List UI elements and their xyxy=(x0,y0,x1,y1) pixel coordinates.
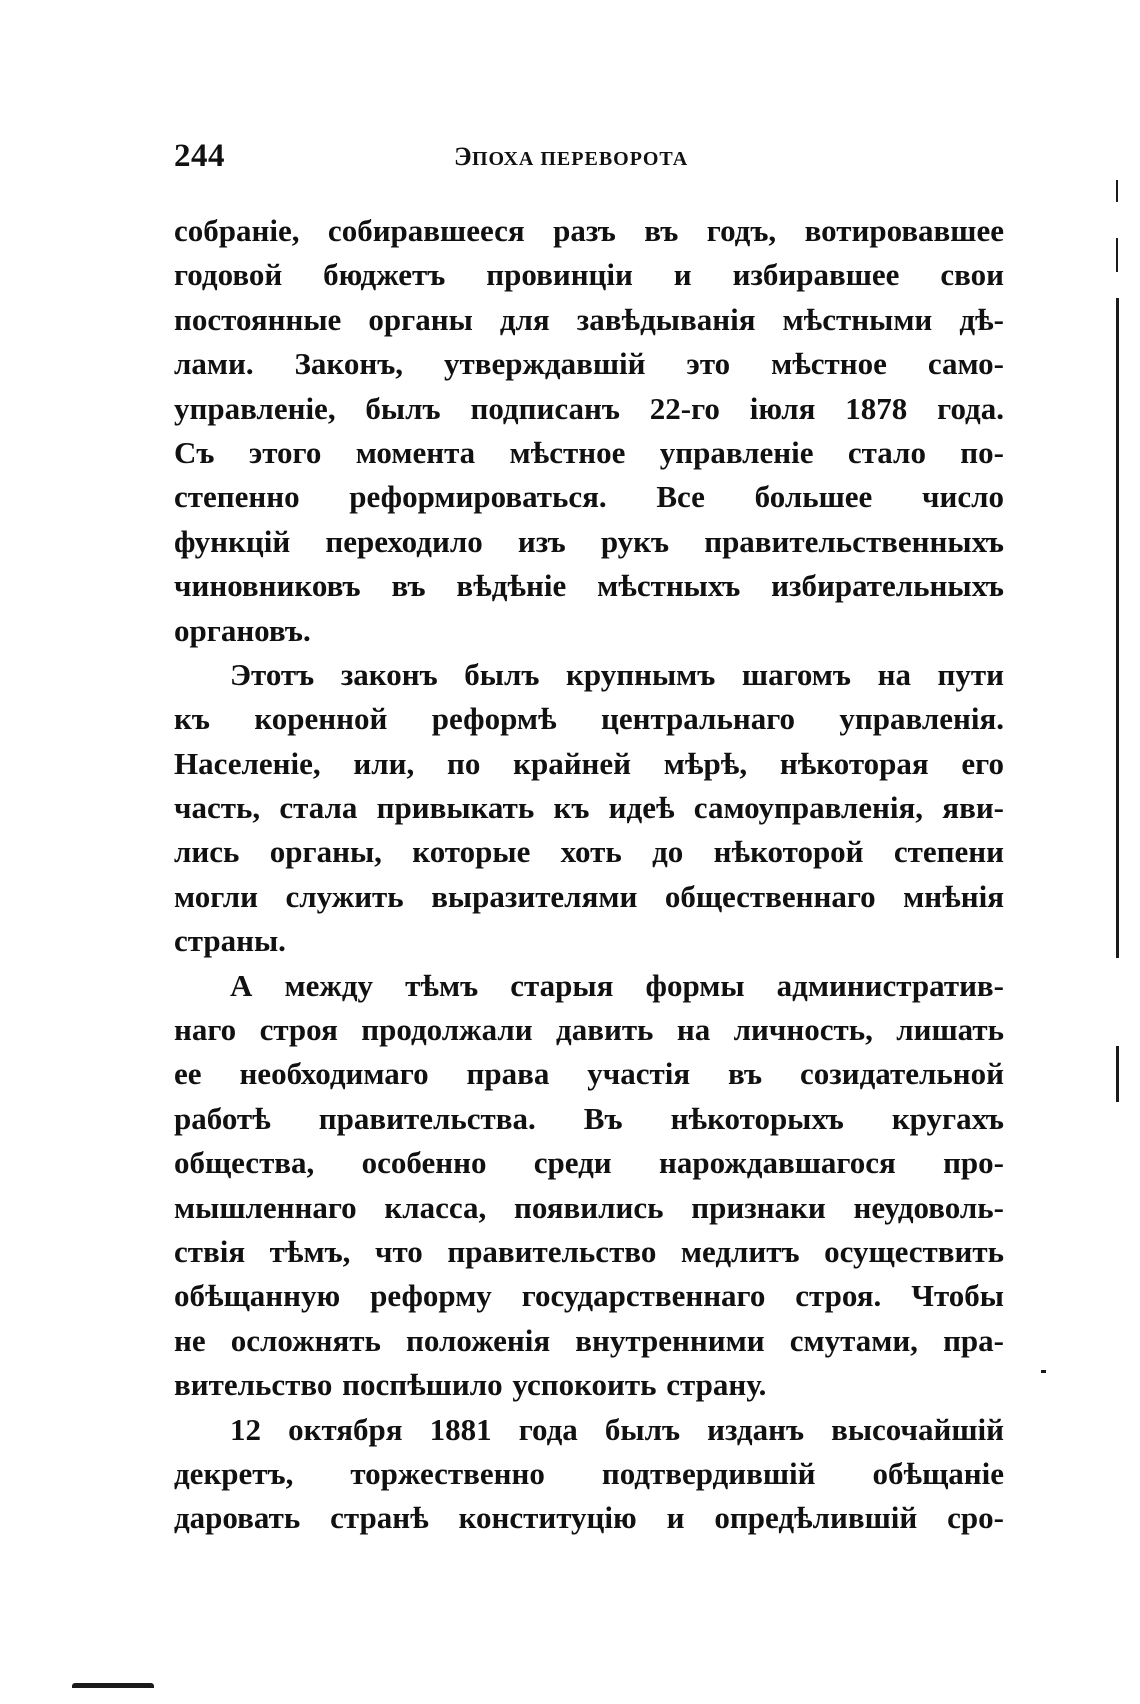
running-title xyxy=(454,142,688,172)
text-line: собранiе, собиравшееся разъ въ годъ, вотировавшее xyxy=(174,213,1004,248)
text-line: къ коренной реформѣ центральнаго управленiя. xyxy=(174,701,1004,737)
text-line: Населенiе, или, по крайней мѣрѣ, нѣкоторая его xyxy=(174,745,1004,781)
text-line: ствiя тѣмъ, что правительство медлитъ осуществить xyxy=(174,1233,1004,1269)
text-line: страны. xyxy=(174,923,286,959)
page-number: 244 xyxy=(174,138,225,174)
text-line: лись органы, которые хоть до нѣкоторой степени xyxy=(174,834,1004,870)
scan-edge-mark xyxy=(1116,298,1119,958)
text-line: вительство поспѣшило успокоить страну. xyxy=(174,1367,767,1403)
text-line: степенно реформироваться. Все большее число xyxy=(174,479,1004,515)
scan-edge-mark xyxy=(1116,180,1118,202)
text-line: Съ этого момента мѣстное управленiе стало по- xyxy=(174,434,1004,470)
scan-edge-mark xyxy=(1116,238,1118,272)
text-line: декретъ, торжественно подтвердившiй обѣщанiе xyxy=(174,1455,1004,1491)
text-line: могли служить выразителями общественнаго мнѣнiя xyxy=(174,878,1004,914)
paragraph-start-line: 12 октября 1881 года былъ изданъ высочайшiй xyxy=(230,1411,1004,1447)
text-line: ее необходимаго права участiя въ созидательной xyxy=(174,1056,1004,1092)
text-line: часть, стала привыкать къ идеѣ самоуправленiя, яви- xyxy=(174,790,1004,826)
text-line: наго строя продолжали давить на личность, лишать xyxy=(174,1012,1004,1048)
paragraph-start-line: А между тѣмъ старыя формы административ- xyxy=(230,967,1004,1003)
text-line: лами. Законъ, утверждавшiй это мѣстное само- xyxy=(174,346,1004,382)
paragraph-start-line: Этотъ законъ былъ крупнымъ шагомъ на пути xyxy=(230,656,1004,692)
running-title-rest: ПОХА ПЕРЕВОРОТА xyxy=(471,148,689,170)
text-line: работѣ правительства. Въ нѣкоторыхъ кругахъ xyxy=(174,1100,1004,1136)
body-text xyxy=(174,209,1004,1541)
text-line: чиновниковъ въ вѣдѣнiе мѣстныхъ избирательныхъ xyxy=(174,568,1004,604)
scan-edge-mark xyxy=(1116,1046,1119,1102)
text-line: общества, особенно среди нарождавшагося про- xyxy=(174,1145,1004,1181)
text-line: мышленнаго класса, появились признаки неудоволь- xyxy=(174,1189,1004,1225)
text-line: управленiе, былъ подписанъ 22-го iюля 1878 года. xyxy=(174,390,1004,426)
text-line: постоянные органы для завѣдыванiя мѣстными дѣ- xyxy=(174,301,1004,337)
scan-bottom-mark xyxy=(72,1683,154,1688)
text-line: органовъ. xyxy=(174,612,311,648)
text-line: даровать странѣ конституцiю и опредѣлившiй сро- xyxy=(174,1500,1004,1536)
text-line: обѣщанную реформу государственнаго строя. Чтобы xyxy=(174,1278,1004,1314)
page-header xyxy=(174,138,1004,184)
text-line: функцiй переходило изъ рукъ правительственныхъ xyxy=(174,523,1004,559)
text-line: годовой бюджетъ провинцiи и избиравшее свои xyxy=(174,257,1004,293)
text-line: не осложнять положенiя внутренними смутами, пра- xyxy=(174,1322,1004,1358)
scan-edge-mark xyxy=(1041,1370,1046,1373)
running-title-initial: Э xyxy=(454,142,472,171)
